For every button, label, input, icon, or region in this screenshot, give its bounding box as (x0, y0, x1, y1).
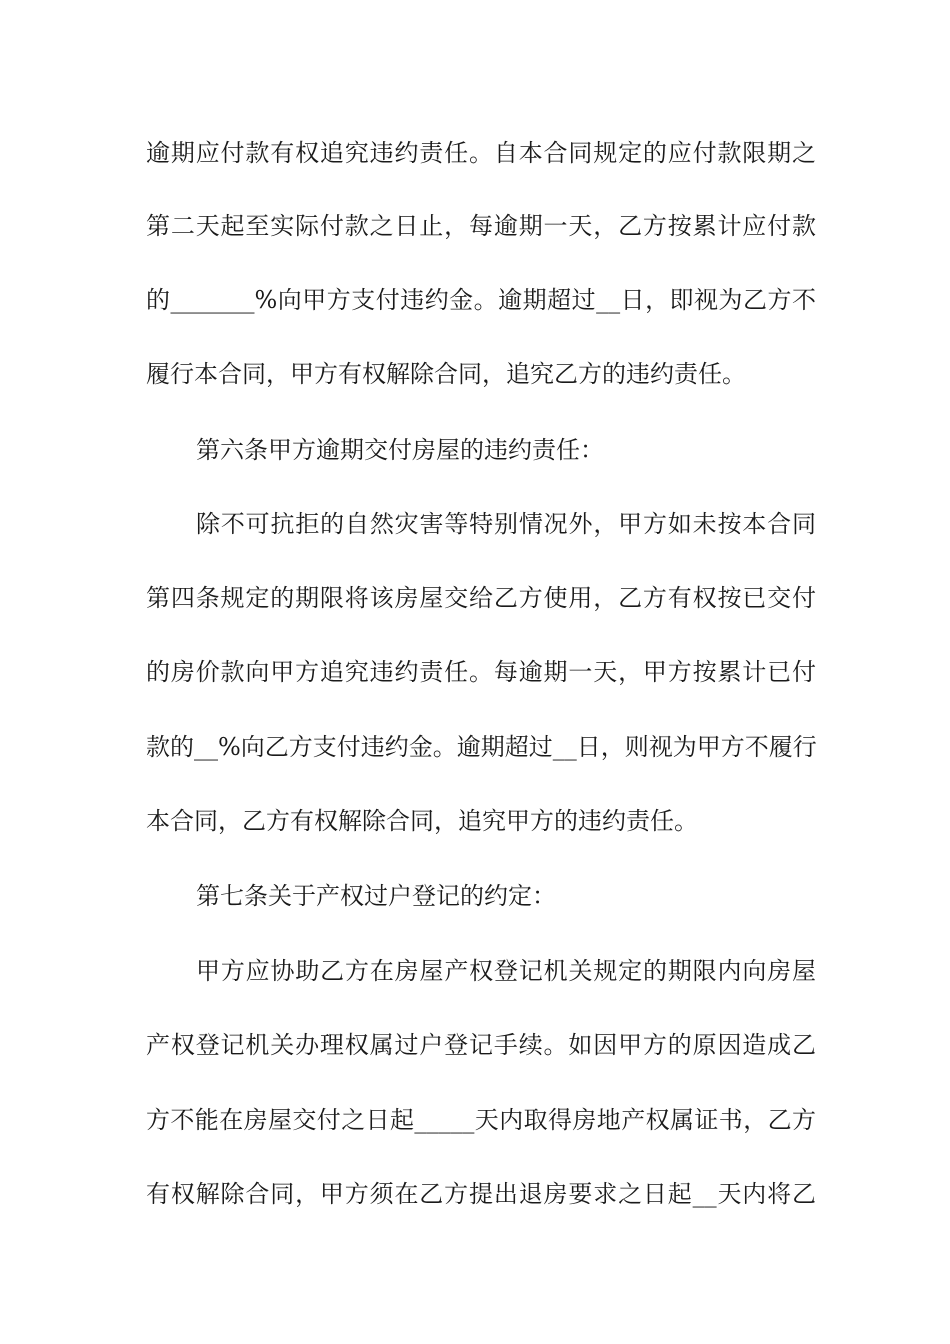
text-line-3: 的_______%向甲方支付违约金。逾期超过__日，即视为乙方不 (146, 286, 816, 314)
text-line-9: 款的__%向乙方支付违约金。逾期超过__日，则视为甲方不履行 (146, 733, 817, 761)
text-line-1: 逾期应付款有权追究违约责任。自本合同规定的应付款限期之 (146, 139, 816, 167)
text-line-7: 第四条规定的期限将该房屋交给乙方使用，乙方有权按已交付 (146, 584, 816, 612)
text-line-8: 的房价款向甲方追究违约责任。每逾期一天，甲方按累计已付 (146, 658, 816, 686)
text-line-12: 甲方应协助乙方在房屋产权登记机关规定的期限内向房屋 (196, 957, 816, 985)
section-heading-article-6: 第六条甲方逾期交付房屋的违约责任： (196, 436, 604, 464)
text-line-10: 本合同，乙方有权解除合同，追究甲方的违约责任。 (146, 807, 698, 835)
text-line-2: 第二天起至实际付款之日止，每逾期一天，乙方按累计应付款 (146, 212, 816, 240)
text-line-13: 产权登记机关办理权属过户登记手续。如因甲方的原因造成乙 (146, 1031, 816, 1059)
text-line-6: 除不可抗拒的自然灾害等特别情况外，甲方如未按本合同 (196, 510, 816, 538)
text-line-14: 方不能在房屋交付之日起_____天内取得房地产权属证书，乙方 (146, 1106, 816, 1134)
section-heading-article-7: 第七条关于产权过户登记的约定： (196, 882, 556, 910)
text-line-15: 有权解除合同，甲方须在乙方提出退房要求之日起__天内将乙 (146, 1180, 816, 1208)
text-line-4: 履行本合同，甲方有权解除合同，追究乙方的违约责任。 (146, 360, 746, 388)
